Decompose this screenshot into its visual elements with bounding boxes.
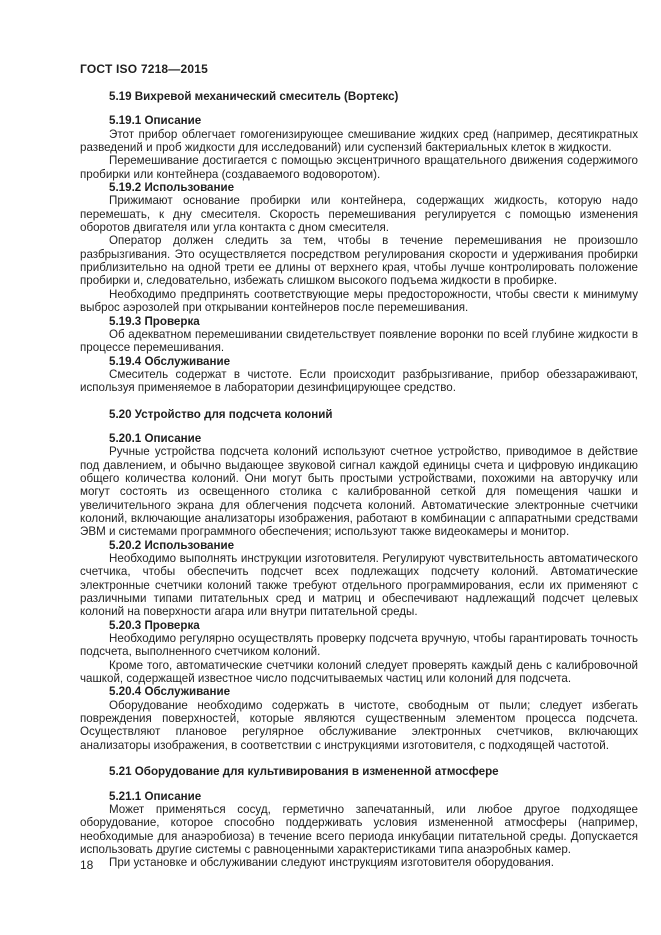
paragraph: Необходимо предпринять соответствующие меры предосторожности, чтобы свести к минимуму выброс аэрозолей при открывании контейнеров после перемешивания. [80, 287, 638, 315]
paragraph: Необходимо регулярно осуществлять проверку подсчета вручную, чтобы гарантировать точность подсчета, выполненного счетчиком колоний. [80, 632, 638, 659]
paragraph: Кроме того, автоматические счетчики колоний следует проверять каждый день с калибровочной чашкой, содержащей известное число подсчитываемых частиц или колоний для подсчета. [80, 658, 638, 686]
paragraph: Перемешивание достигается с помощью эксцентричного вращательного движения содержимого пробирки или контейнера (создаваемого водоворотом). [80, 154, 638, 181]
paragraph: Об адекватном перемешивании свидетельствует появление воронки по всей глубине жидкости в процессе перемешивания. [80, 327, 638, 355]
subsection-heading: 5.19.2 Использование [109, 181, 235, 195]
subsection-heading: 5.20.4 Обслуживание [109, 685, 231, 699]
subsection-heading: 5.20.1 Описание [109, 431, 202, 445]
paragraph: Может применяться сосуд, герметично запечатанный, или любое другое подходящее оборудование, которое способно поддерживать условия измененной атмосферы (например, необходимые для анаэробиоза) в течение всего периода инкубации питательной среды. Допускается использовать другие системы с равноценными характеристиками типа анаэробных камер. [80, 802, 638, 856]
document-header: ГОСТ ISO 7218—2015 [80, 62, 209, 76]
paragraph: Этот прибор облегчает гомогенизирующее смешивание жидких сред (например, десятикратных разведений и проб жидкости для исследований) или суспензий бактериальных клеток в жидкости. [80, 127, 638, 155]
paragraph: Ручные устройства подсчета колоний используют счетное устройство, приводимое в действие под давлением, и обычно выдающее звуковой сигнал каждой единицы счета и цифровую индикацию общего количества колоний. Они могут быть простыми устройствами, похожими на авторучку или могут состоять из освещенного столика с калиброванной сеткой для помещения чашки и увеличительного экрана для облегчения подсчета колоний. Автоматические электронные счетчики колоний, включающие анализаторы изображения, работают в комбинации с аппаратными средствами ЭВМ и системами программного обеспечения; используют также видеокамеры и монитор. [80, 445, 638, 539]
subsection-heading: 5.20.3 Проверка [109, 618, 200, 632]
subsection-heading: 5.20.2 Использование [109, 538, 235, 552]
paragraph: Смеситель содержат в чистоте. Если происходит разбрызгивание, прибор обеззараживают, используя применяемое в лаборатории дезинфицирующее средство. [80, 367, 638, 395]
paragraph: При установке и обслуживании следуют инструкциям изготовителя оборудования. [109, 856, 554, 870]
paragraph: Необходимо выполнять инструкции изготовителя. Регулируют чувствительность автоматического счетчика, чтобы обеспечить подсчет всех подлежащих подсчету колоний. Автоматические электронные счетчики колоний также требуют отдельного программирования, если их применяют с различными типами питательных сред и матриц и обеспечивают надлежащий подсчет целевых колоний на поверхности агара или внутри питательной среды. [80, 552, 638, 619]
page-number: 18 [80, 858, 94, 872]
subsection-heading: 5.19.3 Проверка [109, 314, 200, 328]
subsection-heading: 5.21.1 Описание [109, 789, 202, 803]
document-body [80, 77, 638, 870]
paragraph: Оборудование необходимо содержать в чистоте, свободным от пыли; следует избегать повреждения поверхностей, которые являются существенным элементом процесса подсчета. Осуществляют плановое регулярное обслуживание электронных счетчиков, включающих анализаторы изображения, в соответствии с инструкциями изготовителя, с подходящей частотой. [80, 698, 638, 752]
section-heading: 5.21 Оборудование для культивирования в измененной атмосфере [109, 765, 499, 779]
subsection-heading: 5.19.4 Обслуживание [109, 354, 231, 368]
paragraph: Прижимают основание пробирки или контейнера, содержащих жидкость, которую надо перемешать, к дну смесителя. Скорость перемешивания регулируется с помощью изменения оборотов двигателя или угла контакта с дном смесителя. [80, 194, 638, 235]
paragraph: Оператор должен следить за тем, чтобы в течение перемешивания не произошло разбрызгивания. Это осуществляется посредством регулирования скорости и удерживания пробирки приблизительно на одной трети ее длины от верхнего края, чтобы лучше контролировать положение пробирки и, следовательно, избежать слишком высокого подъема жидкости в пробирке. [80, 234, 638, 288]
section-heading: 5.20 Устройство для подсчета колоний [109, 407, 333, 421]
subsection-heading: 5.19.1 Описание [109, 114, 202, 128]
section-heading: 5.19 Вихревой механический смеситель (Вортекс) [109, 90, 399, 103]
